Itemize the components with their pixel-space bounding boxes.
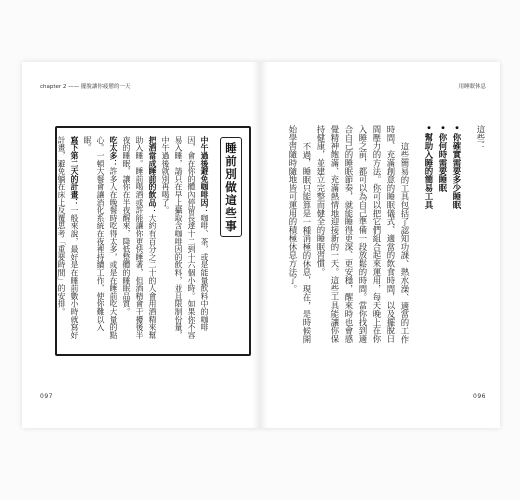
sidebar-item <box>55 136 81 346</box>
sidebar-body <box>57 136 211 346</box>
right-page-number: 096 <box>473 393 486 400</box>
sidebar-item-label: 把酒當成睡前的飲品： <box>148 136 157 214</box>
bullet-list <box>422 125 464 349</box>
page-gutter <box>252 62 268 428</box>
sidebar-item-text: 大約有百分之二十的人會用酒精來幫助入睡。睡前喝酒或許能讓你更快睡著，但酒精會干擾後半夜的睡眠，讓你在半夜醒來，降低整體的睡眠品質。 <box>122 136 157 339</box>
right-running-header: 用睡眠休息 <box>458 84 486 90</box>
sidebar-box <box>55 126 251 356</box>
sidebar-item <box>159 136 211 346</box>
body-paragraph: 不過，睡眠只能算是一種消極的休息，現在，是時候開始學習隨時隨地皆可運用的積極休息方法了。 <box>288 125 312 344</box>
sidebar-title: 睡前別做這些事 <box>220 137 242 237</box>
sidebar-item <box>81 136 120 346</box>
bullet-item: • 你確實需要多少睡眠 <box>450 125 464 349</box>
body-paragraph: 這些簡易的工具包括了認知功課、熱水澡、適當的工作時間、充滿創意的睡眠儀式、適當的飲食時間，以及擺脫日間壓力的方法。你可以把它們組合起來運用，每天晚上在你入睡之前，都可以為自己準備一段放鬆的時間。當你找到適合自己的睡眠節奏，就能睡得更深、更安穩，醒來時也會感覺精神飽滿、充滿熱情地迎接新的一天。這些工具能讓你保持健康，並建立完整而健全的睡眠習慣。 <box>316 125 410 344</box>
sidebar-item-text: 許多人在晚餐時吃得太多，或是在睡前吃大量的點心。一頓大餐會讓消化系統在夜裡持續工作，使你難以入眠。 <box>83 136 118 339</box>
bullet-item: • 你何時需要睡眠 <box>436 125 450 349</box>
book-spread <box>22 62 500 428</box>
left-page-number: 097 <box>40 393 53 400</box>
sidebar-item-text: 咖啡、茶，或是能量飲料中的咖啡因，會在你的體內停留長達十二到十六個小時。如果你不容易入睡，請只在早上攝取含咖啡因的飲料，並且限制份量，中午過後就別再喝了。 <box>161 136 209 339</box>
sidebar-item <box>120 136 159 346</box>
left-running-header: chapter 2 —— 擺脫讓你疲憊的一天 <box>40 84 131 90</box>
right-page-body <box>270 125 488 349</box>
bullet-item: • 幫助入睡的簡易工具 <box>422 125 436 349</box>
sidebar-item-text: 一般來說，最好是在睡前數小時就寫好計畫，避免躺在床上反覆思考「重要時間」的安排。 <box>57 136 79 339</box>
sidebar-item-label: 中午過後避免咖啡因： <box>200 136 209 214</box>
intro-line: 這些： <box>476 125 486 151</box>
sidebar-item-label: 吃太多： <box>109 136 118 168</box>
sidebar-item-label: 寫下第二天的計畫： <box>70 136 79 207</box>
